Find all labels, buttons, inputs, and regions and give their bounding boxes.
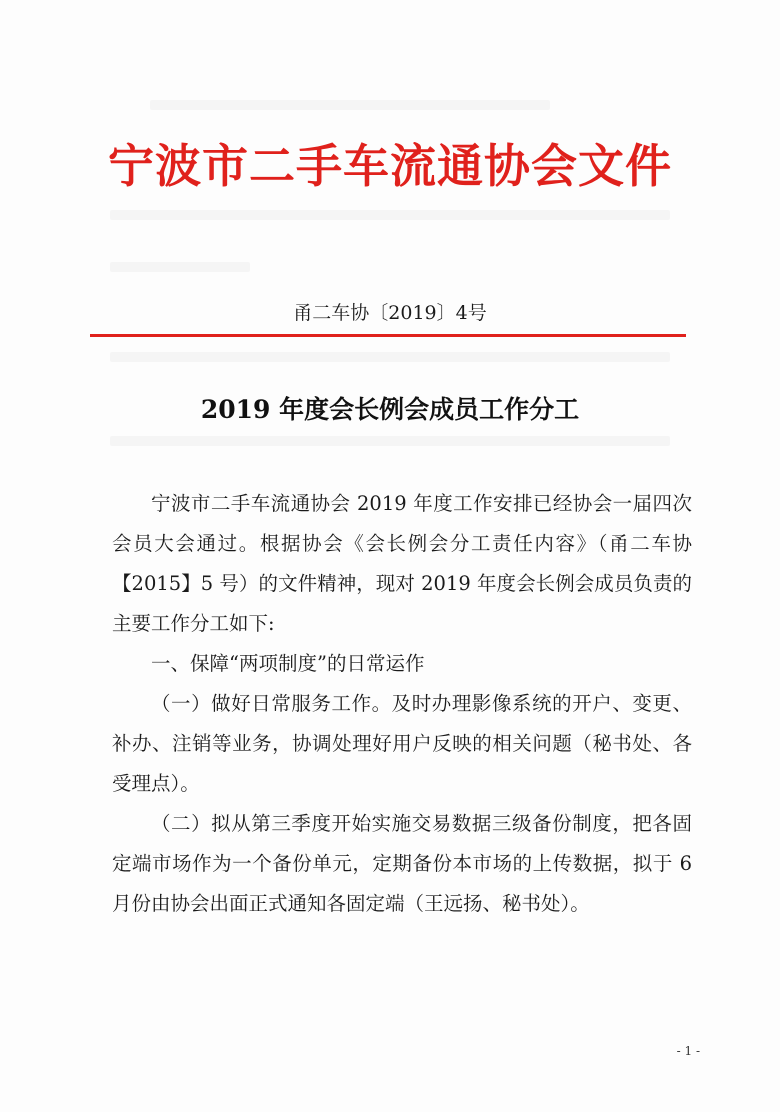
document-body	[112, 484, 692, 924]
bleed-mark	[110, 436, 670, 446]
bleed-mark	[110, 352, 670, 362]
paragraph-intro: 宁波市二手车流通协会 2019 年度工作安排已经协会一届四次会员大会通过。根据协会《会长例会分工责任内容》（甬二车协【2015】5 号）的文件精神，现对 2019 年度会长例会成员负责的主要工作分工如下:	[112, 492, 692, 635]
bleed-mark	[110, 262, 250, 272]
document-number: 甬二车协〔2019〕4号	[293, 302, 487, 324]
section-heading-1: 一、保障“两项制度”的日常运作	[151, 652, 425, 675]
paragraph-item-1: （一）做好日常服务工作。及时办理影像系统的开户、变更、补办、注销等业务，协调处理好用户反映的相关问题（秘书处、各受理点）。	[112, 692, 692, 795]
page-number: - 1 -	[676, 1044, 700, 1058]
bleed-mark	[110, 210, 670, 220]
paragraph-item-2: （二）拟从第三季度开始实施交易数据三级备份制度，把各固定端市场作为一个备份单元，定期备份本市场的上传数据，拟于 6 月份由协会出面正式通知各固定端（王远扬、秘书处）。	[112, 812, 692, 915]
header-title: 宁波市二手车流通协会文件	[108, 139, 672, 193]
red-divider-line	[90, 334, 686, 337]
bleed-mark	[150, 100, 550, 110]
document-title: 2019 年度会长例会成员工作分工	[200, 395, 580, 424]
